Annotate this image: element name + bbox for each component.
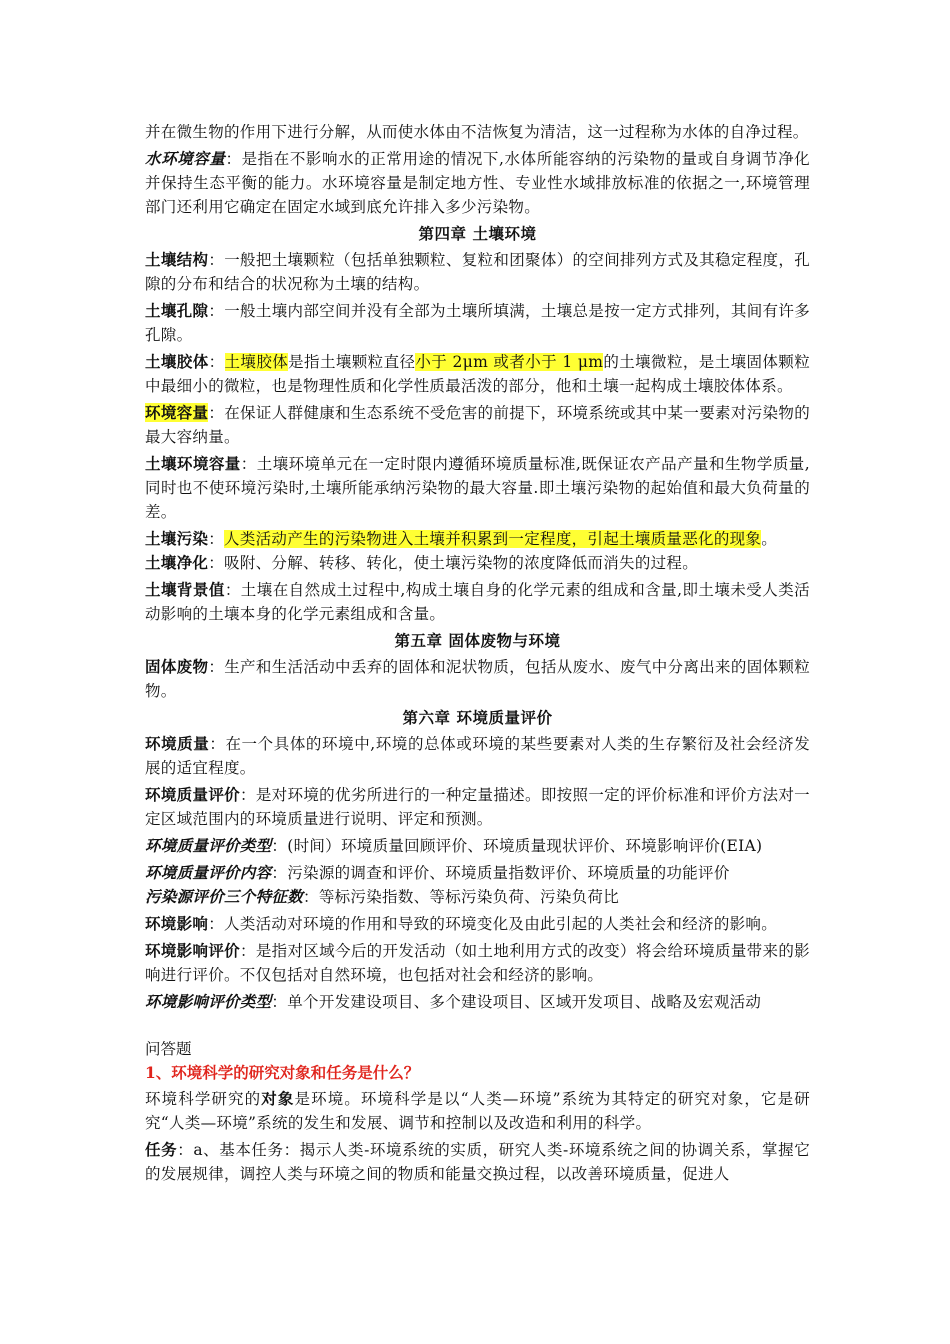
paragraph-environmental-impact-assessment: 环境影响评价：是指对区域今后的开发活动（如土地利用方式的改变）将会给环境质量带来的影响进行评价。不仅包括对自然环境，也包括对社会和经济的影响。 [145,941,810,984]
term-assessment-content: 环境质量评价内容 [145,863,272,882]
paragraph-pollution-source-indices: 污染源评价三个特征数：等标污染指数、等标污染负荷、污染负荷比 [145,887,620,906]
term-environmental-impact-assessment: 环境影响评价 [145,941,240,960]
term-assessment-types: 环境质量评价类型 [145,836,272,855]
paragraph-solid-waste: 固体废物：生产和生活活动中丢弃的固体和泥状物质，包括从废水、废气中分离出来的固体颗粒物。 [145,657,810,700]
paragraph-water-environmental-capacity: 水环境容量：是指在不影响水的正常用途的情况下,水体所能容纳的污染物的量或自身调节净化并保持生态平衡的能力。水环境容量是制定地方性、专业性水域排放标准的依据之一,环境管理部门还利用它确定在固定水域到底允许排入多少污染物。 [145,149,810,216]
paragraph-environmental-capacity: 环境容量：在保证人群健康和生态系统不受危害的前提下，环境系统或其中某一要素对污染物的最大容纳量。 [145,403,810,446]
term-soil-environmental-capacity: 土壤环境容量 [145,454,241,473]
paragraph-impact-assessment-types: 环境影响评价类型：单个开发建设项目、多个建设项目、区域开发项目、战略及宏观活动 [145,992,762,1011]
paragraph-assessment-types: 环境质量评价类型：(时间）环境质量回顾评价、环境质量现状评价、环境影响评价(EIA) [145,836,763,855]
paragraph-soil-colloid: 土壤胶体：土壤胶体是指土壤颗粒直径小于 2μm 或者小于 1 μm的土壤微粒，是土壤固体颗粒中最细小的微粒，也是物理性质和化学性质最活泼的部分，他和土壤一起构成土壤胶体体系。 [145,352,810,395]
term-environmental-capacity: 环境容量 [145,403,209,422]
term-environmental-quality: 环境质量 [145,734,210,753]
document-page [145,120,810,1189]
term-environmental-impact: 环境影响 [145,914,209,933]
paragraph-soil-structure: 土壤结构：一般把土壤颗粒（包括单独颗粒、复粒和团聚体）的空间排列方式及其稳定程度，孔隙的分布和结合的状况称为土壤的结构。 [145,250,810,293]
term-soil-structure: 土壤结构 [145,250,209,269]
term-object: 对象 [261,1089,295,1108]
paragraph-soil-pores: 土壤孔隙：一般土壤内部空间并没有全部为土壤所填满，土壤总是按一定方式排列，其间有许多孔隙。 [145,301,810,344]
paragraph-soil-background-value: 土壤背景值：土壤在自然成土过程中,构成土壤自身的化学元素的组成和含量,即土壤未受人类活动影响的土壤本身的化学元素组成和含量。 [145,580,810,623]
paragraph-soil-environmental-capacity: 土壤环境容量：土壤环境单元在一定时限内遵循环境质量标准,既保证农产品产量和生物学质量,同时也不使环境污染时,土壤所能承纳污染物的最大容量.即土壤污染物的起始值和最大负荷量的差。 [145,454,810,521]
highlight-soil-pollution: 人类活动产生的污染物进入土壤并积累到一定程度，引起土壤质量恶化的现象 [224,530,762,548]
paragraph-soil-purification: 土壤净化：吸附、分解、转移、转化，使土壤污染物的浓度降低而消失的过程。 [145,553,699,572]
paragraph-environmental-impact: 环境影响：人类活动对环境的作用和导致的环境变化及由此引起的人类社会和经济的影响。 [145,914,778,933]
term-water-environmental-capacity: 水环境容量 [145,149,226,168]
chapter-6-heading: 第六章 环境质量评价 [402,708,553,727]
chapter-4-heading: 第四章 土壤环境 [418,224,537,243]
term-soil-pollution: 土壤污染 [145,529,209,548]
paragraph-environmental-quality: 环境质量：在一个具体的环境中,环境的总体或环境的某些要素对人类的生存繁衍及社会经济发展的适宜程度。 [145,734,810,777]
term-pollution-source-indices: 污染源评价三个特征数 [145,887,304,906]
term-soil-colloid: 土壤胶体 [145,352,209,371]
paragraph-research-object: 环境科学研究的对象是环境。环境科学是以“人类—环境”系统为其特定的研究对象，它是研究“人类—环境”系统的发生和发展、调节和控制以及改造和利用的科学。 [145,1089,810,1132]
term-tasks: 任务 [145,1140,178,1159]
paragraph-assessment-content: 环境质量评价内容：污染源的调查和评价、环境质量指数评价、环境质量的功能评价 [145,863,730,882]
qa-section-label: 问答题 [145,1040,192,1058]
paragraph-tasks: 任务：a、基本任务：揭示人类-环境系统的实质，研究人类-环境系统之间的协调关系，掌握它的发展规律，调控人类与环境之间的物质和能量交换过程，以改善环境质量，促进人 [145,1140,811,1183]
paragraph-self-purification: 并在微生物的作用下进行分解，从而使水体由不洁恢复为清洁，这一过程称为水体的自净过程。 [145,123,809,141]
term-impact-assessment-types: 环境影响评价类型 [145,992,272,1011]
term-solid-waste: 固体废物 [145,657,209,676]
question-1-title: 1、环境科学的研究对象和任务是什么？ [145,1063,420,1082]
paragraph-environmental-quality-assessment: 环境质量评价：是对环境的优劣所进行的一种定量描述。即按照一定的评价标准和评价方法对一定区域范围内的环境质量进行说明、评定和预测。 [145,785,810,828]
term-soil-background-value: 土壤背景值 [145,580,225,599]
chapter-5-heading: 第五章 固体废物与环境 [394,631,561,650]
term-soil-purification: 土壤净化 [145,553,209,572]
paragraph-soil-pollution: 土壤污染：人类活动产生的污染物进入土壤并积累到一定程度，引起土壤质量恶化的现象。 [145,529,778,548]
term-soil-pores: 土壤孔隙 [145,301,209,320]
spacer [145,1017,810,1037]
highlight-particle-size: 小于 2μm 或者小于 1 μm [415,353,604,371]
term-environmental-quality-assessment: 环境质量评价 [145,785,240,804]
highlight-soil-colloid: 土壤胶体 [224,353,289,371]
